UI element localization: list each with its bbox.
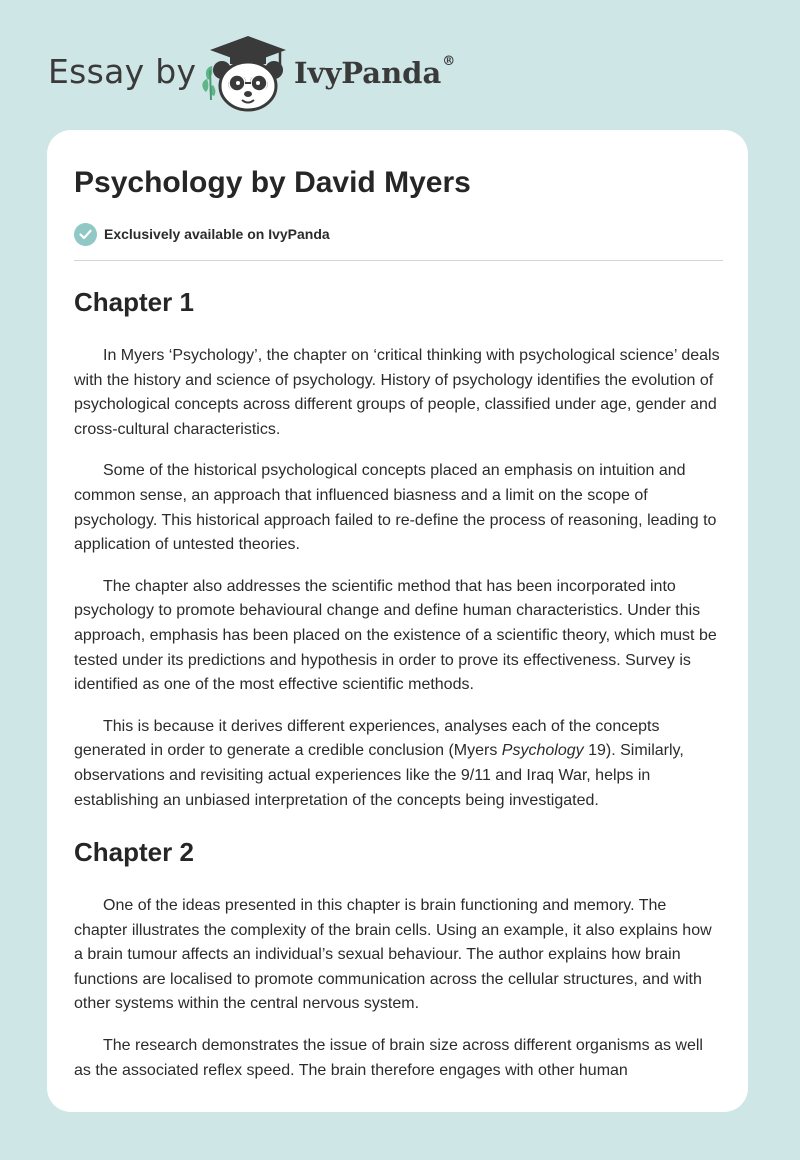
essay-body — [74, 280, 723, 1100]
registered-mark: ® — [442, 54, 456, 69]
brand-name: IvyPanda® — [294, 54, 456, 90]
brand-header[interactable] — [48, 34, 508, 114]
paragraph-text: This is because it derives different experiences, analyses each of the concepts generated in order to generate a credible conclusion (Myers — [74, 717, 660, 760]
paragraph: The chapter also addresses the scientific method that has been incorporated into psychology to promote behavioural change and define human characteristics. Under this approach, emphasis has been placed on the existence of a scientific theory, which must be tested under its predictions and hypothesis in order to prove its effectiveness. Survey is identified as one of the most effective scientific methods. — [74, 577, 717, 694]
chapter-1-heading: Chapter 1 — [74, 287, 194, 317]
paragraph: The research demonstrates the issue of brain size across different organisms as well as the associated reflex speed. The brain therefore engages with other human — [74, 1037, 703, 1079]
title-divider — [74, 260, 723, 261]
badge-text: Exclusively available on IvyPanda — [104, 226, 330, 242]
exclusive-badge — [74, 222, 330, 246]
panda-logo-icon — [200, 34, 296, 112]
paragraph: Some of the historical psychological concepts placed an emphasis on intuition and common sense, an approach that influenced biasness and a limit on the scope of psychology. This historical approach failed to re-define the process of reasoning, leading to application of untested theories. — [74, 462, 717, 554]
paragraph: In Myers ‘Psychology’, the chapter on ‘critical thinking with psychological science’ deals with the history and science of psychology. History of psychology identifies the evolution of psychological concepts across different groups of people, classified under age, gender and cross-cultural characteristics. — [74, 347, 720, 438]
paragraph-text: 19). Similarly, observations and revisiting actual experiences like the 9/11 and Iraq War, helps in establishing an unbiased interpretation of the concepts being investigated. — [74, 742, 684, 809]
citation-title: Psychology — [501, 742, 584, 760]
essay-card — [47, 130, 748, 1112]
paragraph: One of the ideas presented in this chapter is brain functioning and memory. The chapter illustrates the complexity of the brain cells. Using an example, it also explains how a brain tumour affects an individual’s sexual behaviour. The author explains how brain functions are localised to promote communication across the cellular structures, and with other systems within the central nervous system. — [74, 897, 712, 1013]
brand-prefix: Essay by — [48, 52, 197, 91]
chapter-2-heading: Chapter 2 — [74, 837, 194, 868]
page-title: Psychology by David Myers — [74, 166, 471, 199]
checkmark-icon — [74, 223, 97, 246]
paragraph — [74, 715, 723, 813]
